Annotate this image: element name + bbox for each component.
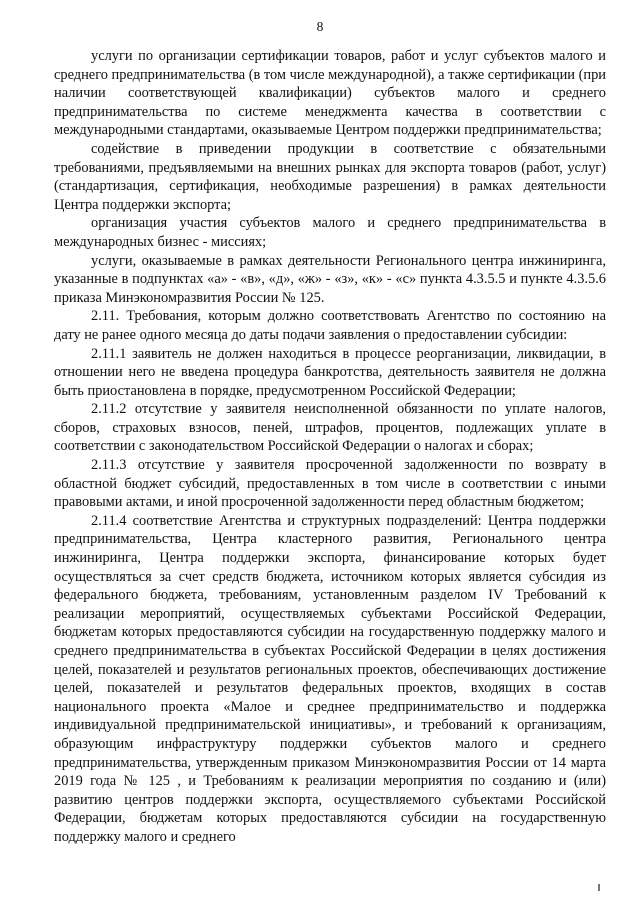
paragraph: 2.11.1 заявитель не должен находиться в процессе реорганизации, ликвидации, в отношении него не введена процедура банкротства, деятельность заявителя не должна быть приостановлена в порядке, предусмотренном Российской Федерации; (54, 345, 606, 399)
paragraph: 2.11.4 соответствие Агентства и структурных подразделений: Центра поддержки предпринимательства, Центра кластерного развития, Регионального центра инжиниринга, Центра поддержки экспорта, финансирование которых будет осуществляться за счет средств бюджета, источником которых является субсидия из федерального бюджета, требованиям, установленным разделом IV Требований к реализации мероприятий, осуществляемых субъектами Российской Федерации, бюджетам которых предоставляются субсидии на государственную поддержку малого и среднего предпринимательства в субъектах Российской Федерации в целях достижения целей, показателей и результатов региональных проектов, обеспечивающих достижение целей, показателей и результатов федеральных проектов, входящих в состав национального проекта «Малое и среднее предпринимательство и поддержка индивидуальной предпринимательской инициативы», и требований к организациям, образующим инфраструктуру поддержки субъектов малого и среднего предпринимательства, утвержденным приказом Минэкономразвития России от 14 марта 2019 года № 125 , и Требованиям к реализации мероприятия по созданию и (или) развитию центров поддержки экспорта, осуществляемого субъектами Российской Федерации, бюджетам которых предоставляются субсидии на государственную поддержку малого и среднего (54, 512, 606, 845)
paragraph: услуги по организации сертификации товаров, работ и услуг субъектов малого и среднего предпринимательства (в том числе международной), а также сертификации (при наличии соответствующей квалификации) субъектов малого и среднего предпринимательства по системе менеджмента качества в соответствии с международными стандартами, оказываемые Центром поддержки предпринимательства; (54, 48, 606, 139)
paragraph: услуги, оказываемые в рамках деятельности Регионального центра инжиниринга, указанные в подпунктах «а» - «в», «д», «ж» - «з», «к» - «с» пункта 4.3.5.5 и пункте 4.3.5.6 приказа Минэкономразвития России № 125. (54, 252, 606, 306)
scan-mark (598, 884, 600, 891)
document-body (54, 47, 606, 847)
paragraph: содействие в приведении продукции в соответствие с обязательными требованиями, предъявляемыми на внешних рынках для экспорта товаров (работ, услуг) (стандартизация, сертификация, необходимые разрешения) в рамках деятельности Центра поддержки экспорта; (54, 140, 606, 213)
paragraph: 2.11.3 отсутствие у заявителя просроченной задолженности по возврату в областной бюджет субсидий, предоставленных в том числе в соответствии с иными правовыми актами, и иной просроченной задолженности перед областным бюджетом; (54, 457, 606, 511)
paragraph: 2.11. Требования, которым должно соответствовать Агентство по состоянию на дату не ранее одного месяца до даты подачи заявления о предоставлении субсидии: (54, 308, 606, 343)
paragraph: 2.11.2 отсутствие у заявителя неисполненной обязанности по уплате налогов, сборов, страховых взносов, пеней, штрафов, процентов, подлежащих уплате в соответствии с законодательством Российской Федерации о налогах и сборах; (54, 401, 606, 455)
paragraph: организация участия субъектов малого и среднего предпринимательства в международных бизнес - миссиях; (54, 215, 606, 250)
page-number: 8 (316, 19, 324, 34)
